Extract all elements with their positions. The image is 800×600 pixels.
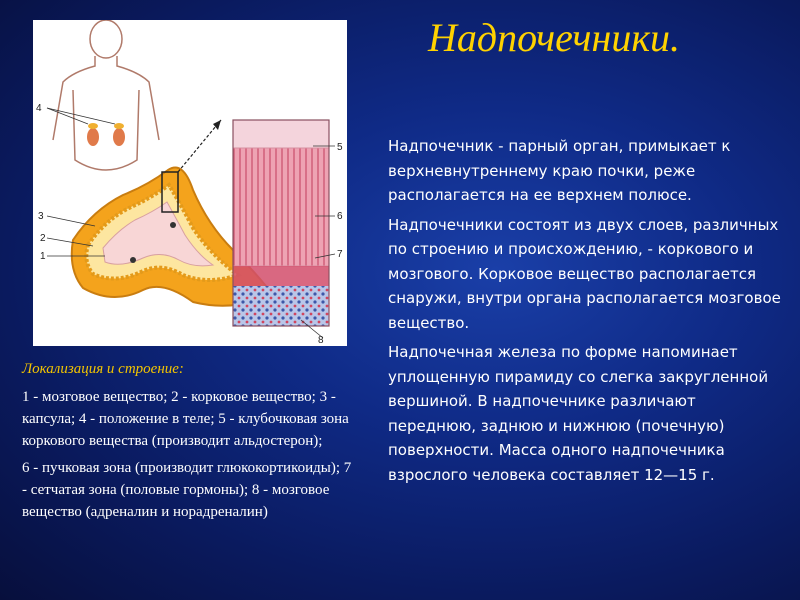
- adrenal-illustration: [33, 20, 347, 346]
- label-6: 6: [337, 211, 343, 222]
- adrenal-gland-diagram: [33, 20, 347, 346]
- caption-heading: Локализация и строение:: [22, 361, 184, 377]
- description-paragraph: Надпочечник - парный орган, примыкает к верхневнутреннему краю почки, реже располагается на ее верхнем полюсе.: [388, 137, 731, 204]
- histology-column: [233, 120, 329, 326]
- caption-paragraph: 6 - пучковая зона (производит глюкокортикоиды); 7 - сетчатая зона (половые гормоны); 8 - мозговое вещество (адреналин и норадреналин): [22, 460, 352, 520]
- label-3: 3: [38, 211, 44, 222]
- label-4: 4: [36, 103, 42, 114]
- description-paragraph: Надпочечная железа по форме напоминает уплощенную пирамиду со слегка закругленной вершиной. В надпочечнике различают переднюю, заднюю и нижнюю (почечную) поверхности. Масса одного надпочечника взрослого человека составляет 12—15 г.: [388, 343, 769, 484]
- label-8: 8: [318, 335, 324, 346]
- description-paragraph: Надпочечники состоят из двух слоев, различных по строению и происхождению, - коркового и мозгового. Корковое вещество располагается снаружи, внутри органа располагается мозговое вещество.: [388, 215, 781, 332]
- description-text: [388, 134, 788, 492]
- caption-paragraph: 1 - мозговое вещество; 2 - корковое вещество; 3 - капсула; 4 - положение в теле; 5 - клубочковая зона коркового вещества (производит альдостерон);: [22, 389, 349, 449]
- body-silhouette: [53, 20, 159, 170]
- zoom-arrow: [178, 120, 221, 172]
- kidney-icons: [87, 123, 125, 146]
- label-1: 1: [40, 251, 46, 262]
- caption-legend: [22, 386, 358, 528]
- label-7: 7: [337, 249, 343, 260]
- slide-title: Надпочечники.: [428, 15, 681, 60]
- label-5: 5: [337, 142, 343, 153]
- label-2: 2: [40, 233, 46, 244]
